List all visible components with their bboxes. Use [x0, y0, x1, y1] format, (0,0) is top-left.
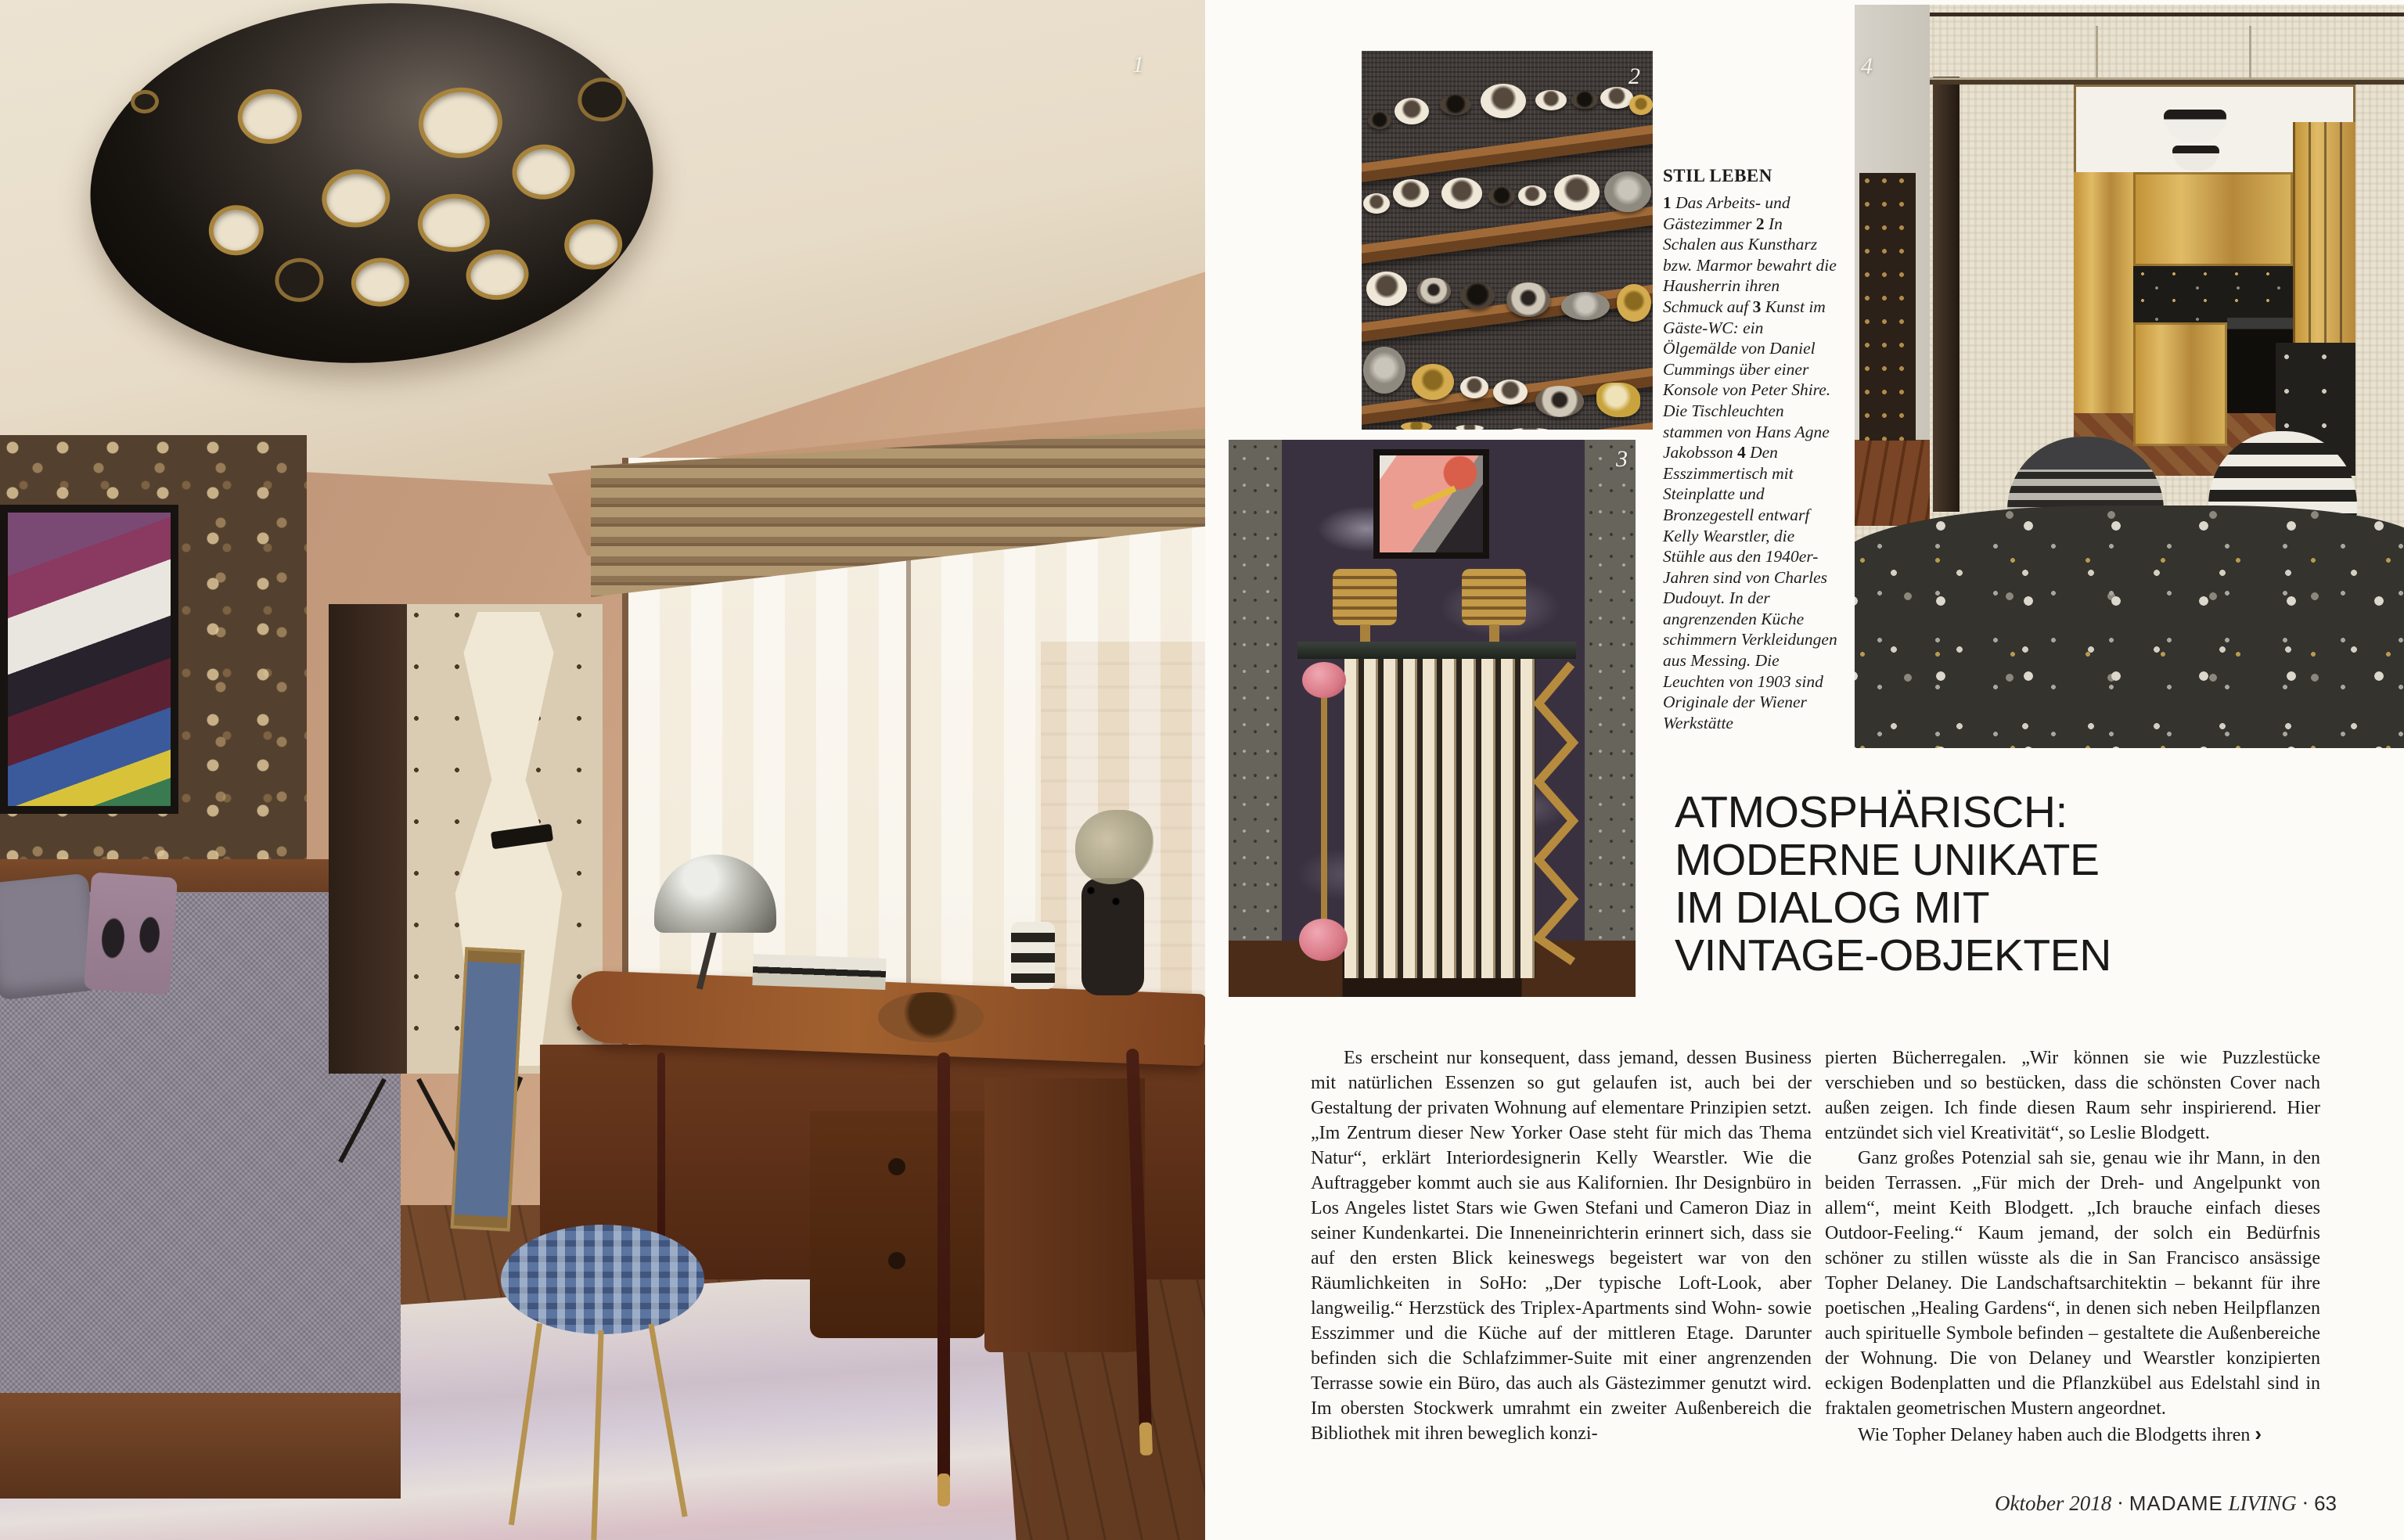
jewelry-bowl: [1571, 92, 1598, 109]
article-headline: [1675, 789, 2144, 980]
photo-number: 2: [1628, 63, 1640, 89]
studded-door: [1859, 173, 1916, 441]
headline-line: ATMOSPHÄRISCH:: [1675, 787, 2068, 837]
chandelier-porthole: [563, 218, 624, 272]
ceiling-light: [2172, 146, 2219, 171]
article-paragraph: Wie Topher Delaney haben auch die Blodgetts ihren ›: [1858, 1422, 2262, 1445]
chandelier-porthole: [207, 203, 265, 257]
footer-page-number: 63: [2314, 1491, 2337, 1515]
chandelier-porthole: [416, 85, 505, 160]
drawer-knob: [888, 1158, 905, 1175]
jewelry-bowl: [1366, 272, 1407, 306]
bronze-door-jamb: [1933, 77, 1960, 512]
page-footer: [1800, 1491, 2337, 1516]
article-column-1: [1311, 1045, 1812, 1446]
wood-shelf: [1362, 202, 1653, 265]
jewelry-bowl: [1363, 193, 1390, 214]
footer-separator: ·: [2116, 1491, 2124, 1515]
footer-brand-living: LIVING: [2228, 1491, 2297, 1515]
stone-pillar: [1585, 440, 1636, 997]
jewelry-bowl: [1535, 386, 1584, 417]
headline-line: MODERNE UNIKATE: [1675, 835, 2100, 885]
striped-cup: [1011, 922, 1055, 989]
jewelry-bowl: [1561, 292, 1610, 320]
chandelier-porthole: [130, 89, 160, 114]
caption-item-number: 2: [1755, 214, 1765, 233]
wood-bowl: [878, 992, 984, 1042]
jewelry-bowl: [1510, 428, 1549, 430]
pink-sphere: [1302, 662, 1346, 698]
ceiling-light: [2164, 110, 2226, 142]
jewelry-bowl: [1460, 376, 1488, 398]
chandelier-porthole: [236, 87, 304, 146]
hallway-floor: [1855, 440, 1930, 526]
caption-item-number: 1: [1663, 193, 1672, 212]
chandelier-porthole: [350, 256, 411, 308]
jewelry-bowl: [1460, 282, 1495, 309]
caption-heading: STIL LEBEN: [1663, 166, 1772, 185]
photo-number: 1: [1132, 52, 1144, 77]
headline-line: VINTAGE-OBJEKTEN: [1675, 930, 2111, 980]
jewelry-bowl: [1493, 380, 1528, 405]
marble-backsplash: [2133, 266, 2293, 322]
caption-body: 1 Das Arbeits- und Gästezimmer 2 In Schalen aus Kunstharz bzw. Marmor bewahrt die Hausherrin ihren Schmuck auf 3 Kunst im Gäste-WC: ein Ölgemälde von Daniel Cummings über einer Konsole von Peter Shire. Die Tischleuchten stammen von Hans Agne Jakobsson 4 Den Esszimmertisch mit Steinplatte und Bronzegestell entwarf Kelly Wearstler, die Stühle aus den 1940er-Jahren sind von Charles Dudouyt. In der angrenzenden Küche schimmern Verkleidungen aus Messing. Die Leuchten von 1903 sind Originale der Wiener Werkstätte: [1663, 193, 1837, 732]
stone-console-top: [1297, 642, 1576, 659]
cabinet-side: [329, 604, 407, 1074]
photo-brass-kitchen: [1855, 5, 2404, 748]
jewelry-bowl: [1629, 95, 1653, 115]
brass-rod: [1321, 675, 1327, 956]
article-paragraph: Es erscheint nur konsequent, dass jemand, dessen Business mit natürlichen Essenzen so gut gelaufen ist, auch bei der Gestaltung der privaten Wohnung auf elementare Prinzipien setzt. „Im Zentrum dieser New Yorker Oase steht für mich das Thema Natur“, erklärt Interiordesignerin Kelly Wearstler. Wie die Auftraggeber kommt auch sie aus Kalifornien. Ihr Designbüro in Los Angeles listet Stars wie Gwen Stefani und Cameron Diaz in seiner Kundenkartei. Die Inneneinrichterin erinnert sich, dass sie auf den ersten Blick keineswegs begeistert war von den Räumlichkeiten in SoHo: „Der typische Loft-Look, aber langweilig.“ Herzstück des Triplex-Apartments sind Wohn- sowie Esszimmer und die Küche auf der mittleren Etage. Darunter befinden sich die Schlafzimmer-Suite mit einer angrenzenden Terrasse sowie ein Büro, das auch als Gästezimmer genutzt wird. Im obersten Stockwerk umrahmt ein zweiter Außenbereich die Bibliothek mit ihren beweglich konzi-: [1311, 1048, 1812, 1444]
brass-zigzag-sculpture: [1532, 660, 1584, 966]
printed-pillow: [84, 872, 178, 995]
jewelry-bowl: [1395, 98, 1429, 124]
brass-table-lamp: [1333, 569, 1397, 625]
jewelry-bowl: [1440, 95, 1471, 115]
jewelry-bowl: [1535, 90, 1567, 110]
jewelry-bowl: [1416, 278, 1451, 304]
chair-seat: [501, 1225, 704, 1334]
chandelier-porthole: [416, 192, 491, 254]
jewelry-bowl: [1554, 175, 1600, 210]
article-paragraph: pierten Bücherregalen. „Wir können sie wie Puzzlestücke verschieben und so bestücken, dass die schönsten Cover nach außen zeigen. Ich finde diesen Raum sehr inspirierend. Hier entzündet sich viel Kreativität“, so Leslie Blodgett.: [1825, 1048, 2320, 1143]
caption-item-number: 3: [1752, 297, 1762, 316]
panel-beam: [1930, 13, 2404, 80]
brass-table-lamp: [1462, 569, 1526, 625]
pink-sphere: [1299, 919, 1348, 961]
caption-block: [1663, 166, 1838, 733]
jewelry-bowl: [1363, 347, 1405, 394]
jewelry-bowl: [1412, 364, 1454, 400]
photo-number: 4: [1861, 53, 1873, 79]
jewelry-bowl: [1401, 422, 1432, 430]
chandelier-porthole: [320, 167, 392, 230]
jewelry-bowl: [1617, 284, 1651, 322]
jewelry-bowl: [1488, 187, 1515, 206]
article-paragraph: Ganz großes Potenzial sah sie, genau wie ihr Mann, in den beiden Terrassen. „Für mich der Dreh- und Angelpunkt von allem“, meint Keith Blodgett. „Ich brauche einfach dieses Outdoor-Feeling.“ Kaum jemand, der solch ein Bedürfnis schöner zu stillen wüsste als die in San Francisco ansässige Topher Delaney. Die Landschaftsarchitektin – bekannt für ihre poetischen „Healing Gardens“, in denen sich neben Heilpflanzen auch spirituelle Symbole befinden – gestaltete die Außenbereiche der Wohnung. Die von Delaney und Wearstler konzipierten eckigen Bodenplatten und die Pflanzkübel aus Edelstahl sind in fraktalen geometrischen Mustern angeordnet.: [1825, 1148, 2320, 1419]
speckled-marble-table: [1855, 506, 2404, 748]
caption-item-number: 4: [1736, 443, 1746, 462]
brass-lower-cabinets: [2133, 322, 2227, 446]
stone-pillar: [1229, 440, 1282, 997]
slatted-radiator-cover: [1344, 659, 1535, 978]
abstract-painting: [0, 505, 178, 814]
jewelry-bowl: [1600, 87, 1633, 109]
footer-separator: ·: [2301, 1491, 2309, 1515]
drawer-knob: [888, 1252, 905, 1269]
jewelry-bowl: [1481, 84, 1526, 118]
painting-zigzag: [1412, 485, 1457, 509]
jewelry-bowl: [1368, 112, 1391, 129]
photo-jewelry-shelves: [1362, 51, 1653, 430]
photo-console-guest-wc: [1229, 440, 1636, 997]
jewelry-bowl: [1393, 179, 1429, 207]
photo-number: 3: [1616, 446, 1628, 472]
chair-top-band: [2007, 437, 2164, 470]
jewelry-bowl: [1604, 171, 1651, 212]
daybed-base: [0, 1393, 401, 1499]
footer-issue: Oktober 2018: [1994, 1491, 2112, 1515]
jewelry-bowl: [1518, 185, 1546, 206]
footer-brand: MADAME: [2129, 1491, 2223, 1515]
jewelry-bowl: [1506, 282, 1550, 317]
jewelry-bowl: [1441, 178, 1482, 209]
magazines: [752, 954, 886, 990]
black-vase: [1081, 878, 1144, 995]
continuation-arrow-icon: ›: [2255, 1422, 2262, 1445]
chandelier-porthole: [510, 142, 577, 201]
wood-shelf: [1362, 121, 1653, 184]
jewelry-bowl: [1456, 425, 1484, 430]
desk-side-cabinet: [984, 1078, 1145, 1352]
chandelier-porthole: [274, 257, 326, 304]
article-column-2: [1825, 1045, 2320, 1448]
brass-upper-cabinets: [2133, 172, 2293, 266]
headline-line: IM DIALOG MIT: [1675, 883, 1990, 933]
jewelry-bowl: [1596, 383, 1640, 417]
desk-drawers: [810, 1111, 986, 1338]
oil-painting: [1373, 449, 1489, 559]
chandelier-porthole: [464, 247, 530, 301]
kitchen-doorway: [2074, 85, 2355, 476]
desk-leg: [937, 1052, 950, 1506]
